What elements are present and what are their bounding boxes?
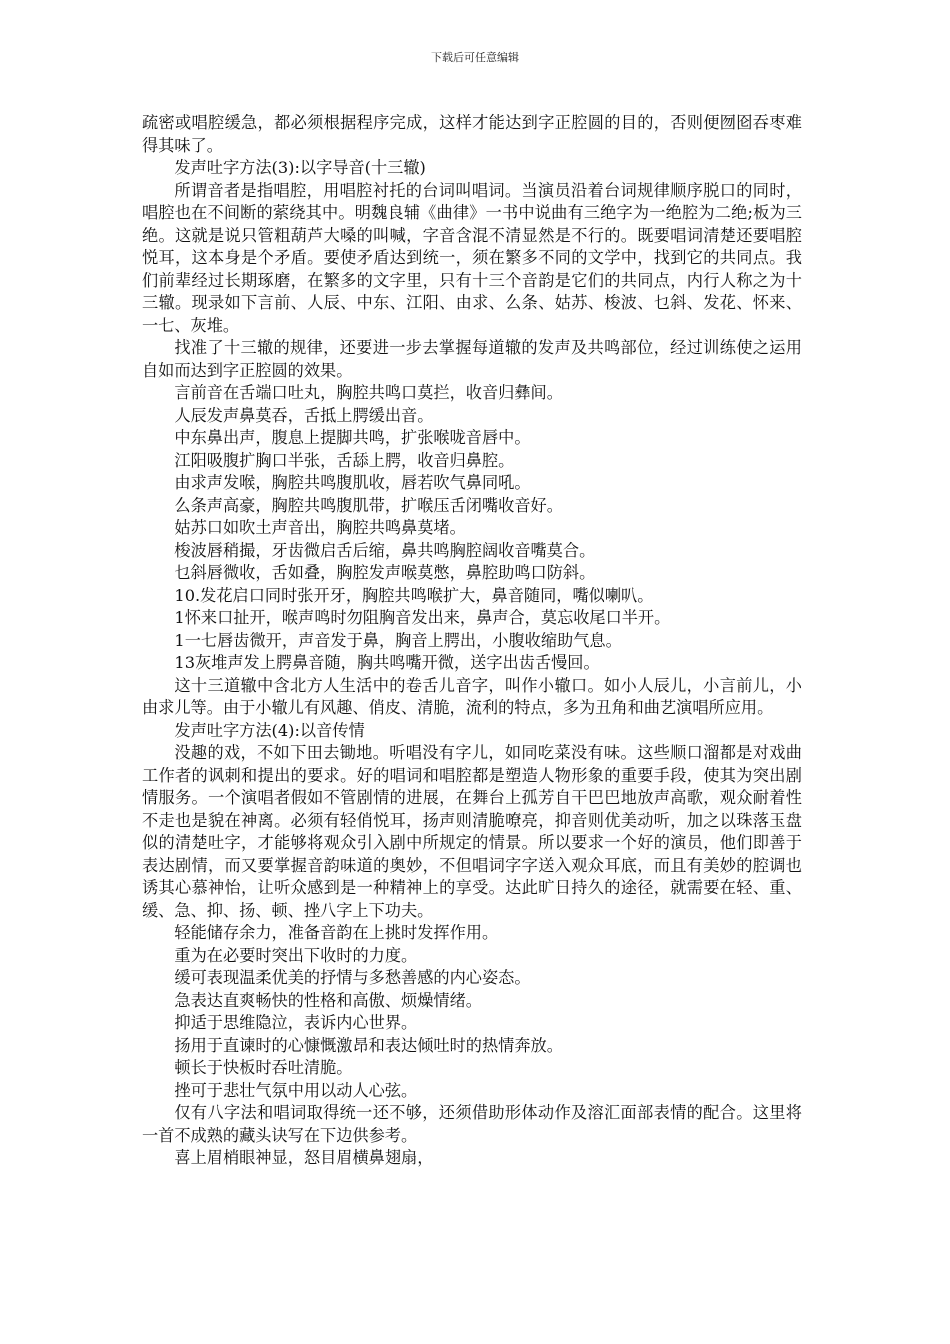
paragraph: 人辰发声鼻莫吞，舌抵上腭缓出音。 [174,405,434,425]
paragraph: 中东鼻出声，腹息上提脚共鸣，扩张喉咙音唇中。 [174,428,531,447]
paragraph: 顿长于快板时吞吐清脆。 [174,1058,353,1077]
paragraph: 1一七唇齿微开，声音发于鼻，胸音上腭出，小腹收缩助气息。 [174,630,622,650]
paragraph: 1怀来口扯开，喉声鸣时勿阻胸音发出来，鼻声合，莫忘收尾口半开。 [174,608,671,627]
paragraph: 急表达直爽畅快的性格和高傲、烦燥情绪。 [174,990,482,1010]
paragraph: 扬用于直谏时的心慷慨激昂和表达倾吐时的热情奔放。 [174,1035,563,1055]
paragraph: 抑适于思维隐泣，表诉内心世界。 [174,1013,418,1032]
page-header-note: 下载后可任意编辑 [431,51,519,64]
paragraph: 没趣的戏，不如下田去锄地。听唱没有字儿，如同吃菜没有味。这些顺口溜都是对戏曲工作者的讽刺和提出的要求。好的唱词和唱腔都是塑造人物形象的重要手段，使其为突出剧情服务。一个演唱者假如不管剧情的进展，在舞台上孤芳自干巴巴地放声高歌，观众耐着性不走也是貌在神离。必须有轻俏悦耳，扬声则清脆嘹亮，抑音则优美动听，加之以珠落玉盘似的清楚吐字，才能够将观众引入剧中所规定的情景。所以要求一个好的演员，他们即善于表达剧情，而又要掌握音韵味道的奥妙，不但唱词字字送入观众耳底，而且有美妙的腔调也诱其心慕神怡，让听众感到是一种精神上的享受。达此旷日持久的途径，就需要在轻、重、缓、急、抑、扬、顿、挫八字上下功夫。 [142,743,802,920]
document-body [142,112,802,1170]
paragraph: 这十三道辙中含北方人生活中的卷舌儿音字，叫作小辙口。如小人辰儿，小言前儿，小由求儿等。由于小辙儿有风趣、俏皮、清脆，流利的特点，多为丑角和曲艺演唱所应用。 [142,675,802,717]
paragraph: 疏密或唱腔缓急，都必须根据程序完成，这样才能达到字正腔圆的目的，否则便囫囵吞枣难得其味了。 [142,113,802,155]
paragraph: 重为在必要时突出下收时的力度。 [174,945,418,965]
paragraph: 发声吐字方法(3):以字导音(十三辙) [174,158,426,177]
paragraph: 找准了十三辙的规律，还要进一步去掌握每道辙的发声及共鸣部位，经过训练使之运用自如而达到字正腔圆的效果。 [142,338,802,380]
paragraph: 10.发花启口同时张开牙，胸腔共鸣喉扩大，鼻音随同，嘴似喇叭。 [174,585,654,605]
paragraph: 言前音在舌端口吐丸，胸腔共鸣口莫拦，收音归彝间。 [174,383,563,402]
paragraph: 喜上眉梢眼神显，怒目眉横鼻翅扇， [174,1148,434,1167]
paragraph: 由求声发喉，胸腔共鸣腹肌收，唇若吹气鼻同吼。 [174,473,531,492]
paragraph: 姑苏口如吹土声音出，胸腔共鸣鼻莫堵。 [174,518,466,537]
paragraph: 仅有八字法和唱词取得统一还不够，还须借助形体动作及溶汇面部表情的配合。这里将一首不成熟的藏头诀写在下边供参考。 [142,1103,802,1145]
paragraph: 江阳吸腹扩胸口半张，舌舔上腭，收音归鼻腔。 [174,450,515,470]
paragraph: 么条声高豪，胸腔共鸣腹肌带，扩喉压舌闭嘴收音好。 [174,495,563,515]
paragraph: 乜斜唇微收，舌如叠，胸腔发声喉莫憋，鼻腔助鸣口防斜。 [174,563,596,582]
paragraph: 梭波唇稍撮，牙齿微启舌后缩，鼻共鸣胸腔阔收音嘴莫合。 [174,540,596,560]
paragraph: 轻能储存余力，准备音韵在上挑时发挥作用。 [174,923,499,942]
paragraph: 缓可表现温柔优美的抒情与多愁善感的内心姿态。 [174,968,531,987]
paragraph: 挫可于悲壮气氛中用以动人心弦。 [174,1080,418,1100]
paragraph: 发声吐字方法(4):以音传情 [174,720,365,740]
paragraph: 13灰堆声发上腭鼻音随，胸共鸣嘴开微，送字出齿舌慢回。 [174,653,600,672]
paragraph: 所谓音者是指唱腔，用唱腔衬托的台词叫唱词。当演员沿着台词规律顺序脱口的同时，唱腔也在不间断的萦绕其中。明魏良辅《曲律》一书中说曲有三绝字为一绝腔为二绝;板为三绝。这就是说只管粗葫芦大嗓的叫喊，字音含混不清显然是不行的。既要唱词清楚还要唱腔悦耳，这本身是个矛盾。要使矛盾达到统一，须在繁多不同的文学中，找到它的共同点。我们前辈经过长期琢磨，在繁多的文字里，只有十三个音韵是它们的共同点，内行人称之为十三辙。现录如下言前、人辰、中东、江阳、由求、么条、姑苏、梭波、乜斜、发花、怀来、一七、灰堆。 [142,180,802,335]
